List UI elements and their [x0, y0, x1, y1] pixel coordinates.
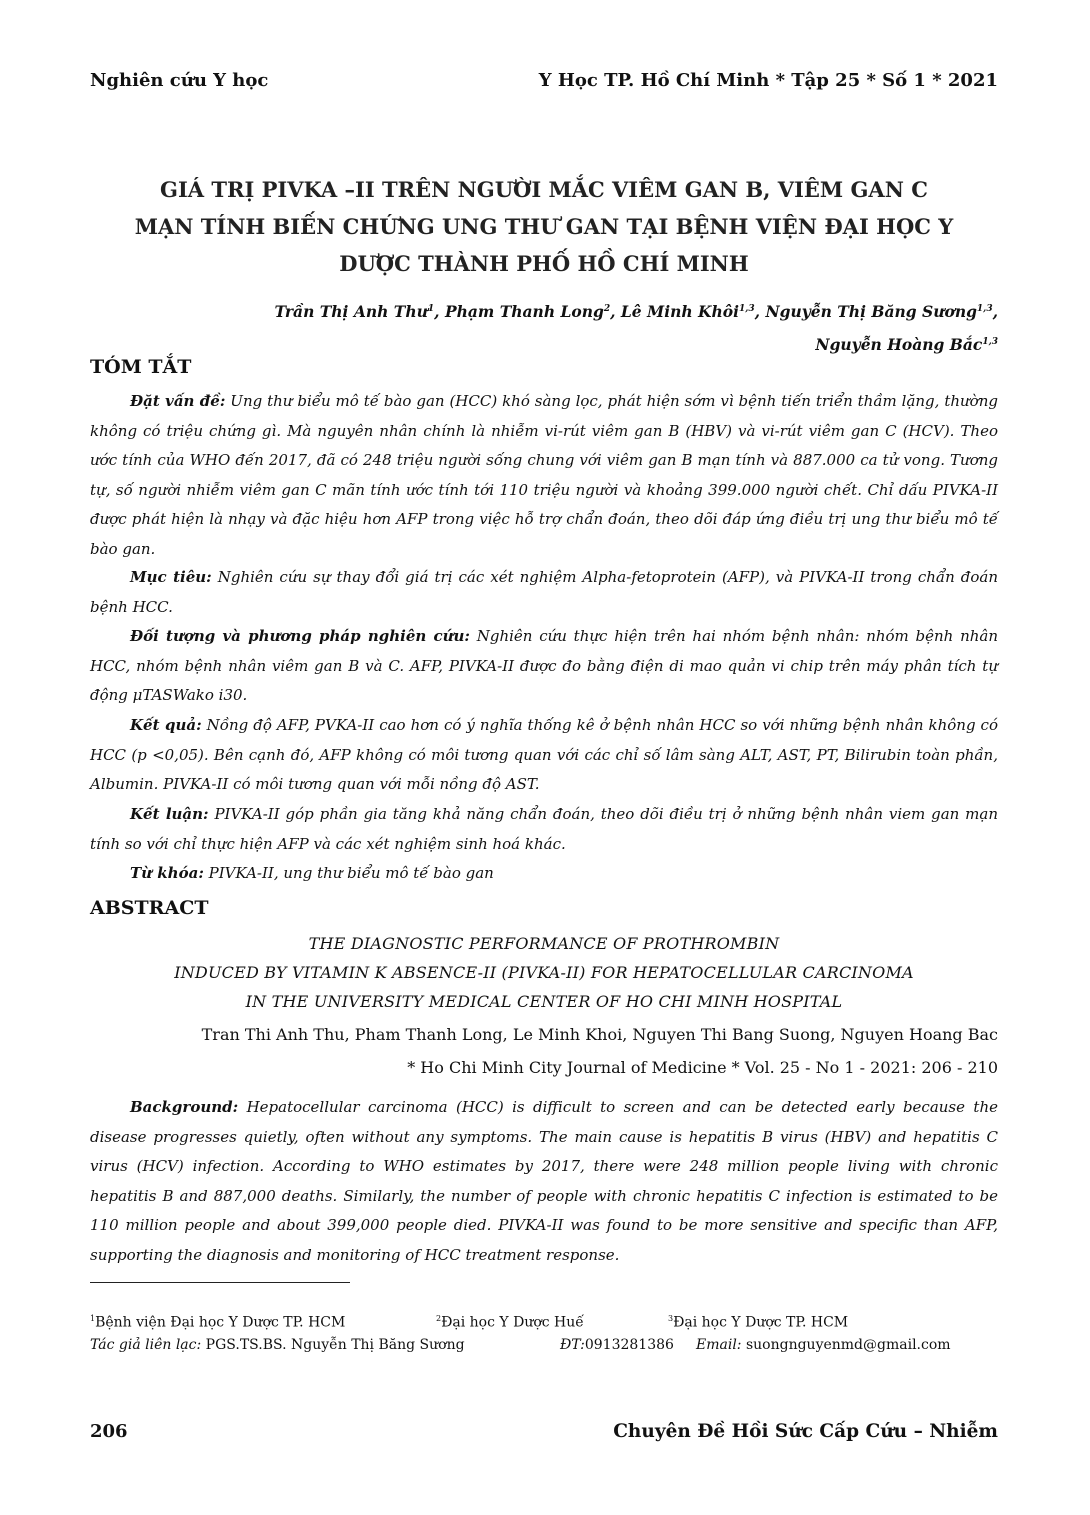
paragraph-text: PIVKA-II góp phần gia tăng khả năng chẩn đoán, theo dõi điều trị ở những bệnh nhân viem gan mạn tính so với chỉ thực hiện AFP và các xét nghiệm sinh hoá khác. [90, 805, 998, 853]
affiliation-mark: 1,3 [976, 304, 993, 314]
paragraph-label: Đặt vấn đề: [130, 392, 226, 410]
abstract-background [90, 1093, 998, 1270]
email-address: Email: suongnguyenmd@gmail.com [696, 1337, 951, 1353]
summary-keywords [90, 859, 998, 889]
author-line [274, 327, 998, 360]
affiliation-mark: 1 [427, 304, 435, 314]
summary-results [90, 711, 998, 800]
author-name: Trần Thị Anh Thư [274, 302, 428, 322]
title-line: MẠN TÍNH BIẾN CHỨNG UNG THƯ GAN TẠI BỆNH VIỆN ĐẠI HỌC Y [134, 214, 954, 239]
corresponding-author: Tác giả liên lạc: PGS.TS.BS. Nguyễn Thị Băng Sương [90, 1337, 465, 1353]
paragraph-label: Từ khóa: [130, 864, 204, 882]
author-name: Lê Minh Khôi [620, 302, 739, 322]
paragraph-label: Kết quả: [130, 716, 202, 734]
english-authors: Tran Thi Anh Thu, Pham Thanh Long, Le Minh Khoi, Nguyen Thi Bang Suong, Nguyen Hoang Bac [201, 1025, 998, 1044]
paragraph-text: Nghiên cứu sự thay đổi giá trị các xét nghiệm Alpha-fetoprotein (AFP), và PIVKA-II trong chẩn đoán bệnh HCC. [90, 568, 998, 616]
summary-heading: TÓM TẮT [90, 356, 192, 378]
english-title-line: IN THE UNIVERSITY MEDICAL CENTER OF HO CHI MINH HOSPITAL [245, 992, 843, 1011]
phone-number: ĐT:0913281386 [560, 1337, 674, 1353]
page-number: 206 [90, 1421, 128, 1442]
summary-objective [90, 563, 998, 622]
article-title [90, 171, 998, 282]
english-title-line: THE DIAGNOSTIC PERFORMANCE OF PROTHROMBIN [308, 934, 780, 953]
page-footer [90, 1421, 998, 1451]
footnotes [90, 1306, 998, 1358]
header-journal-label: Y Học TP. Hồ Chí Minh * Tập 25 * Số 1 * 2021 [538, 70, 998, 91]
title-line: DƯỢC THÀNH PHỐ HỒ CHÍ MINH [339, 251, 749, 276]
affiliation-mark: 2 [603, 304, 611, 314]
summary-background [90, 387, 998, 564]
paragraph-label: Mục tiêu: [130, 568, 212, 586]
author-line: Trần Thị Anh Thư$^1$, Phạm Thanh Long$^2$, Lê Minh Khôi$^{1,3}$, Nguyễn Thị Băng Sương$^{1,3}$, [274, 302, 998, 322]
english-title [90, 929, 998, 1016]
author-name: Nguyễn Hoàng Bắc [815, 335, 983, 355]
paragraph-text: Hepatocellular carcinoma (HCC) is difficult to screen and can be detected early because the disease progresses quietly, often without any symptoms. The main cause is hepatitis B virus (HBV) and hepatitis C virus (HCV) infection. According to WHO estimates by 2017, there were 248 million people living with chronic hepatitis B and 887,000 deaths. Similarly, the number of people with chronic hepatitis C infection is estimated to be 110 million people and about 399,000 people died. PIVKA-II was found to be more sensitive and specific than AFP, supporting the diagnosis and monitoring of HCC treatment response. [90, 1098, 998, 1264]
author-list [274, 294, 998, 360]
english-title-line: INDUCED BY VITAMIN K ABSENCE-II (PIVKA-II) FOR HEPATOCELLULAR CARCINOMA [174, 963, 914, 982]
affiliation-2: $^2$Đại học Y Dược Huế [436, 1314, 584, 1331]
paragraph-label: Đối tượng và phương pháp nghiên cứu: [130, 627, 470, 645]
affiliation-3: $^3$Đại học Y Dược TP. HCM [668, 1314, 849, 1331]
paragraph-text: PIVKA-II, ung thư biểu mô tế bào gan [208, 864, 494, 882]
paragraph-text: Nghiên cứu thực hiện trên hai nhóm bệnh nhân: nhóm bệnh nhân HCC, nhóm bệnh nhân viêm gan B và C. AFP, PIVKA-II được đo bằng điện di mao quản vi chip trên máy phân tích tự động μTASWako i30. [90, 627, 999, 704]
affiliation-mark: 1,3 [739, 304, 755, 314]
paragraph-label: Kết luận: [130, 805, 209, 823]
running-header [90, 70, 998, 100]
summary-methods [90, 622, 998, 711]
footnote-divider [90, 1282, 350, 1283]
paragraph-text: Ung thư biểu mô tế bào gan (HCC) khó sàng lọc, phát hiện sớm vì bệnh tiến triển thầm lặng, thường không có triệu chứng gì. Mà nguyên nhân chính là nhiễm vi-rút viêm gan B (HBV) và vi-rút viêm gan C (HCV). Theo ước tính của WHO đến 2017, đã có 248 triệu người sống chung với viêm gan B mạn tính và 887.000 ca tử vong. Tương tự, số người nhiễm viêm gan C mãn tính ước tính tới 110 triệu người và khoảng 399.000 người chết. Chỉ dấu PIVKA-II được phát hiện là nhạy và đặc hiệu hơn AFP trong việc hỗ trợ chẩn đoán, theo dõi đáp ứng điều trị ung thư biểu mô tế bào gan. [90, 392, 998, 558]
paragraph-label: Background: [130, 1098, 239, 1116]
author-name: Phạm Thanh Long [444, 302, 604, 322]
title-line: GIÁ TRỊ PIVKA –II TRÊN NGƯỜI MẮC VIÊM GAN B, VIÊM GAN C [160, 177, 928, 202]
footer-section: Chuyên Đề Hồi Sức Cấp Cứu – Nhiễm [613, 1421, 998, 1442]
journal-page [90, 0, 998, 1515]
author-name: Nguyễn Thị Băng Sương [765, 302, 977, 322]
summary-conclusion [90, 800, 998, 859]
contact-info [90, 1332, 998, 1358]
header-section-label: Nghiên cứu Y học [90, 70, 269, 91]
paragraph-text: Nồng độ AFP, PVKA-II cao hơn có ý nghĩa thống kê ở bệnh nhân HCC so với những bệnh nhân không có HCC (p <0,05). Bên cạnh đó, AFP không có môi tương quan với các chỉ số lâm sàng ALT, AST, PT, Bilirubin toàn phần, Albumin. PIVKA-II có môi tương quan với mỗi nồng độ AST. [90, 716, 998, 793]
affiliation-1: $^1$Bệnh viện Đại học Y Dược TP. HCM [90, 1314, 346, 1331]
affiliation-mark: 1,3 [982, 337, 998, 348]
journal-citation: * Ho Chi Minh City Journal of Medicine * Vol. 25 - No 1 - 2021: 206 - 210 [407, 1058, 998, 1077]
affiliations [90, 1306, 998, 1332]
abstract-heading: ABSTRACT [90, 897, 209, 919]
